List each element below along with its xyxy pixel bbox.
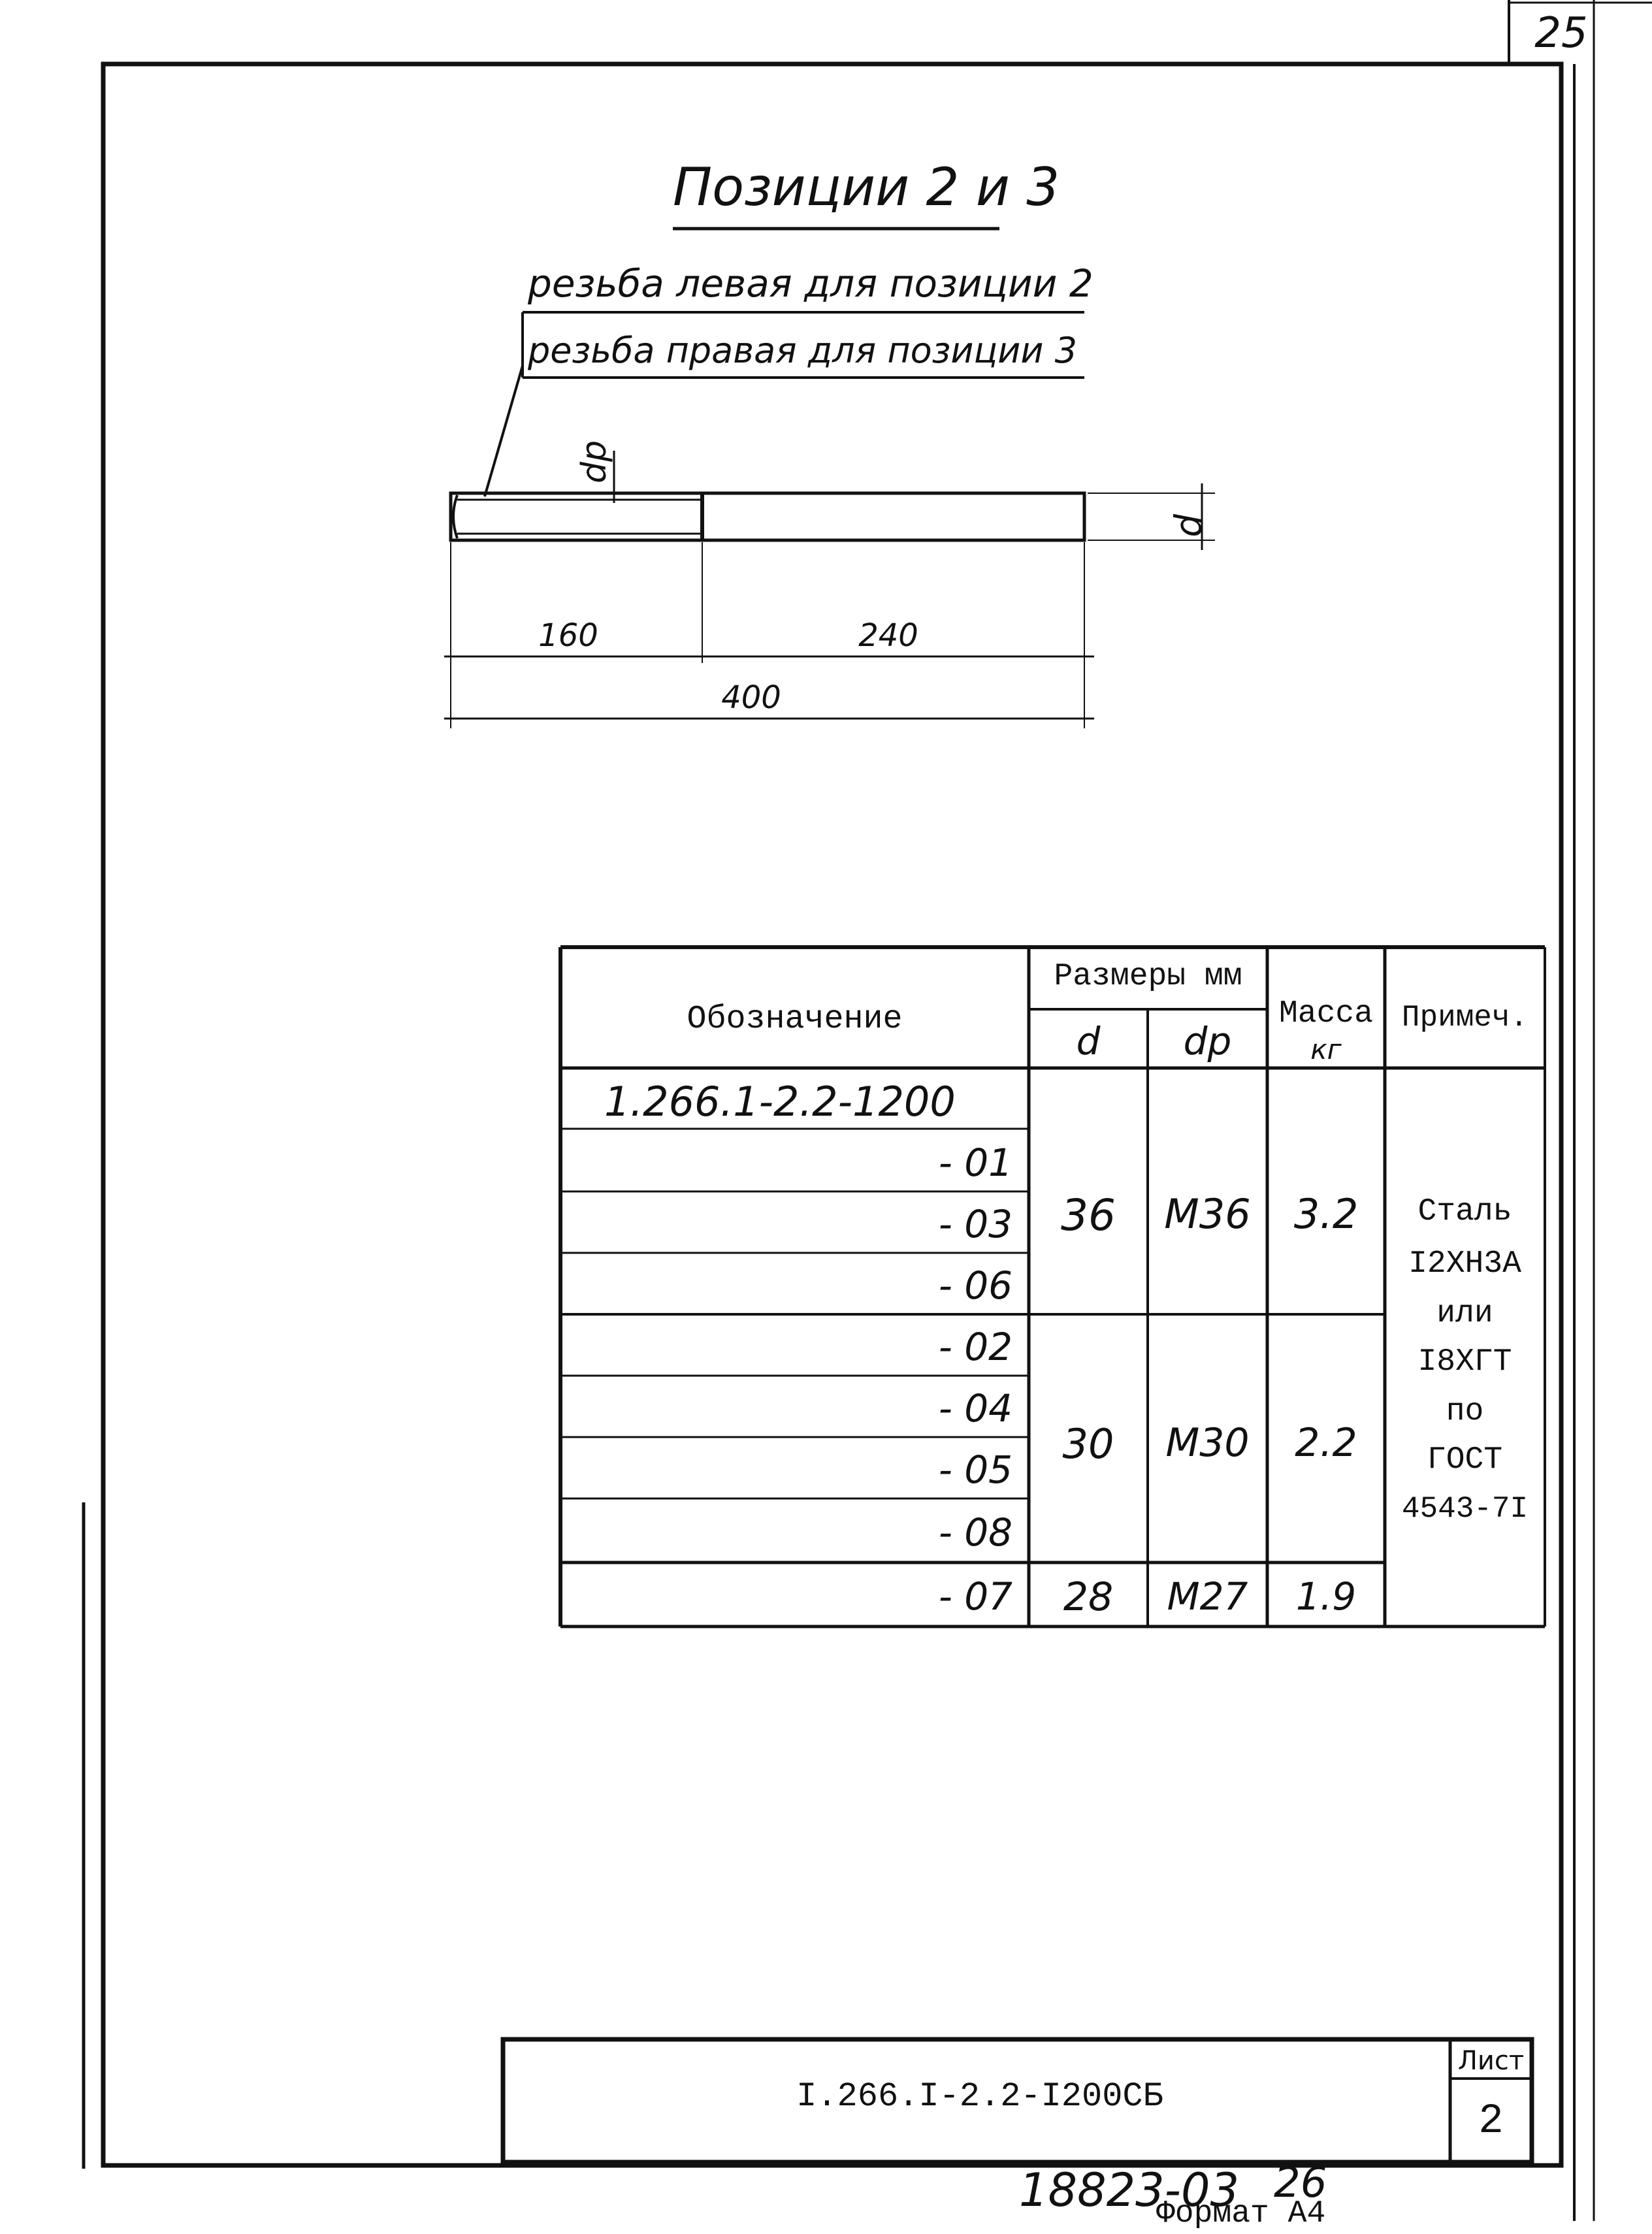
row-designation: - 03 <box>938 1202 1012 1246</box>
title-block-sheet-number: 2 <box>1478 2098 1504 2145</box>
note-line: ГОСТ <box>1427 1442 1503 1478</box>
title-block-code: I.266.I-2.2-I200СБ <box>796 2077 1163 2116</box>
archive-sheet: 26 <box>1274 2159 1327 2207</box>
group-3-mass: 1.9 <box>1295 1574 1357 1619</box>
header-mass-unit: кг <box>1310 1033 1342 1065</box>
row-designation: - 07 <box>938 1574 1012 1619</box>
note-line: или <box>1436 1296 1493 1331</box>
dim-threaded-length: 160 <box>538 617 598 654</box>
group-2-d: 30 <box>1062 1420 1114 1468</box>
note-line: I2XH3A <box>1408 1246 1521 1282</box>
row-designation: - 08 <box>938 1510 1012 1555</box>
drawing-title: Позиции 2 и 3 <box>673 157 1060 218</box>
dim-plain-length: 240 <box>858 617 918 654</box>
group-1-mass: 3.2 <box>1293 1190 1359 1238</box>
group-3-dp: M27 <box>1167 1574 1248 1619</box>
note-line: по <box>1446 1394 1484 1429</box>
thread-note-left: резьба левая для позиции 2 <box>528 261 1093 306</box>
note-line: I8XГТ <box>1417 1344 1512 1380</box>
group-2-dp: M30 <box>1165 1420 1250 1466</box>
group-3-d: 28 <box>1063 1574 1114 1620</box>
page-number: 25 <box>1534 9 1588 57</box>
row-designation: - 02 <box>938 1325 1012 1369</box>
dim-label-d: d <box>1167 513 1210 538</box>
dim-total-length: 400 <box>721 679 781 716</box>
row-designation: - 01 <box>938 1141 1012 1185</box>
row-designation-base: 1.266.1-2.2-1200 <box>604 1078 956 1125</box>
thread-note-right: резьба правая для позиции 3 <box>528 330 1077 371</box>
note-line: Сталь <box>1417 1194 1512 1229</box>
header-sizes: Размеры мм <box>1054 959 1242 994</box>
row-designation: - 04 <box>938 1386 1012 1431</box>
header-designation: Обозначение <box>687 1001 903 1038</box>
dim-label-dp: dp <box>575 440 614 483</box>
group-1-d: 36 <box>1061 1190 1116 1240</box>
header-d: d <box>1076 1019 1101 1063</box>
note-line: 4543-7I <box>1401 1492 1529 1526</box>
format-label: Формат А4 <box>1156 2196 1326 2231</box>
group-2-mass: 2.2 <box>1295 1420 1357 1466</box>
header-note: Примеч. <box>1401 1001 1529 1035</box>
title-block-sheet-label: Лист <box>1457 2046 1525 2076</box>
row-designation: - 06 <box>938 1263 1012 1308</box>
header-dp: dp <box>1183 1019 1232 1063</box>
header-mass: Масса <box>1278 996 1374 1031</box>
row-designation: - 05 <box>938 1448 1012 1492</box>
group-1-dp: M36 <box>1164 1190 1251 1238</box>
archive-number: 18823-03 <box>1019 2163 1240 2217</box>
